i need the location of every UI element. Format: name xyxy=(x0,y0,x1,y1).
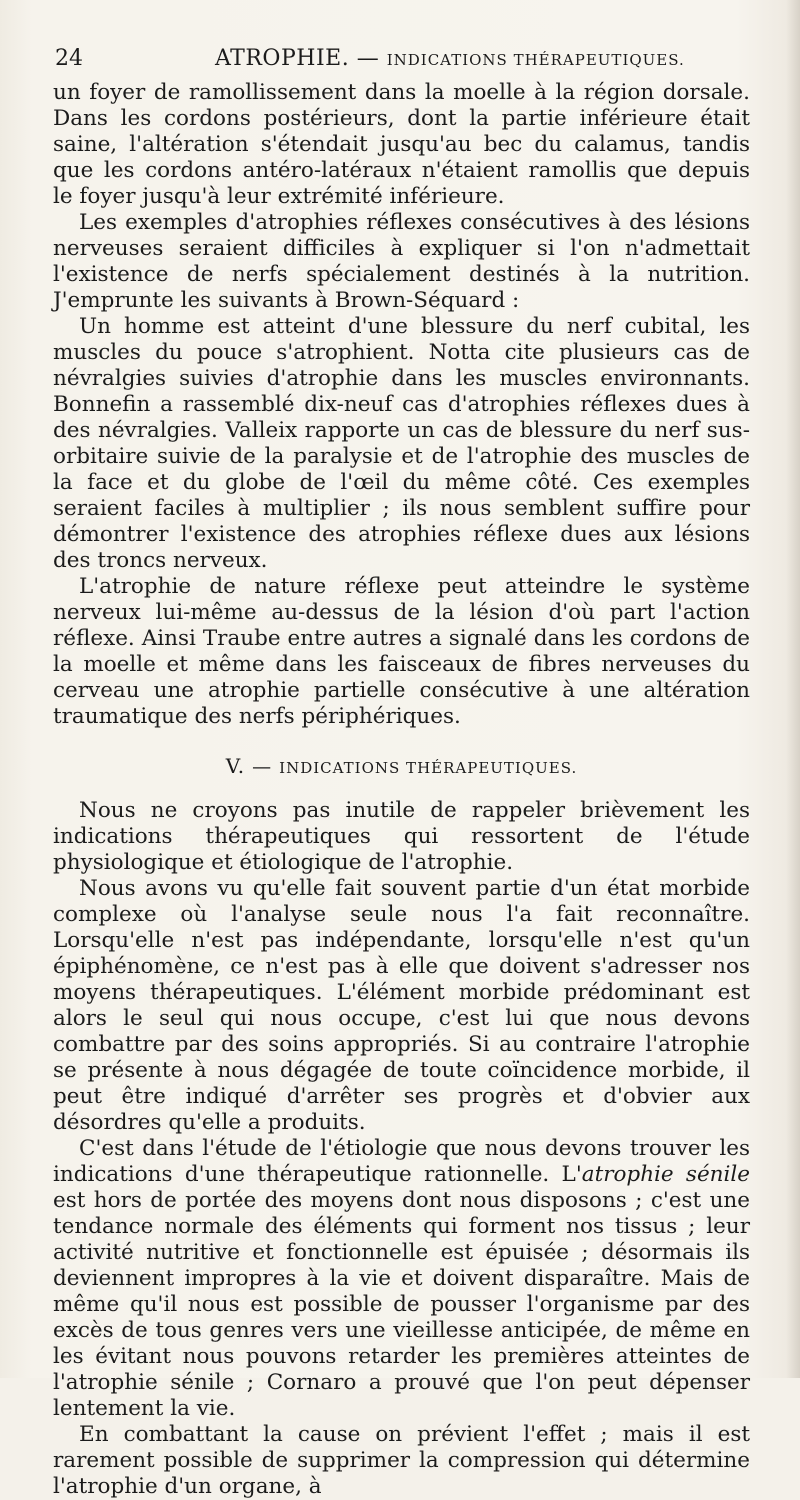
paragraph: un foyer de ramollissement dans la moelle à la région dorsale. Dans les cordons postérieurs, dont la partie inférieure était saine, l'altération s'étendait jusqu'au bec du calamus, tandis que les cordons antéro-latéraux n'étaient ramollis que depuis le foyer jusqu'à leur extrémité inférieure. xyxy=(53,80,750,209)
section-number: V. xyxy=(225,754,246,778)
etiology-text-before: C'est dans l'étude de l'étiologie que nous devons trouver les indications d'une thérapeutique rationnelle. L' xyxy=(53,1136,750,1187)
paragraph: Les exemples d'atrophies réflexes consécutives à des lésions nerveuses seraient difficiles à expliquer si l'on n'admettait l'existence de nerfs spécialement destinés à la nutrition. J'emprunte les suivants à Brown-Séquard : xyxy=(53,210,750,313)
body-text xyxy=(53,80,750,1500)
section-title: INDICATIONS THÉRAPEUTIQUES. xyxy=(279,759,578,777)
running-title-dash: — xyxy=(349,46,387,71)
paragraph: Nous ne croyons pas inutile de rappeler brièvement les indications thérapeutiques qui ressortent de l'étude physiologique et étiologique de l'atrophie. xyxy=(53,798,750,875)
page-edge-shadow xyxy=(786,0,800,1378)
paragraph: L'atrophie de nature réflexe peut atteindre le système nerveux lui-même au-dessus de la lésion d'où part l'action réflexe. Ainsi Traube entre autres a signalé dans les cordons de la moelle et même dans les faisceaux de fibres nerveuses du cerveau une atrophie partielle consécutive à une altération traumatique des nerfs périphériques. xyxy=(53,574,750,729)
section-dash: — xyxy=(245,756,280,778)
section-heading xyxy=(53,754,750,780)
paragraph: Nous avons vu qu'elle fait souvent partie d'un état morbide complexe où l'analyse seule nous l'a fait reconnaître. Lorsqu'elle n'est pas indépendante, lorsqu'elle n'est qu'un épiphénomène, ce n'est pas à elle que doivent s'adresser nos moyens thérapeutiques. L'élément morbide prédominant est alors le seul qui nous occupe, c'est lui que nous devons combattre par des soins appropriés. Si au contraire l'atrophie se présente à nous dégagée de toute coïncidence morbide, il peut être indiqué d'arrêter ses progrès et d'obvier aux désordres qu'elle a produits. xyxy=(53,876,750,1135)
running-header xyxy=(55,44,755,74)
running-title xyxy=(215,44,685,75)
paragraph-etiology xyxy=(53,1136,750,1422)
running-title-sub: INDICATIONS THÉRAPEUTIQUES. xyxy=(386,51,685,69)
paragraph: Un homme est atteint d'une blessure du nerf cubital, les muscles du pouce s'atrophient. Notta cite plusieurs cas de névralgies suivies d'atrophie dans les muscles environnants. Bonnefin a rassemblé dix-neuf cas d'atrophies réflexes dues à des névralgies. Valleix rapporte un cas de blessure du nerf sus-orbitaire suivie de la paralysie et de l'atrophie des muscles de la face et du globe de l'œil du même côté. Ces exemples seraient faciles à multiplier ; ils nous semblent suffire pour démontrer l'existence des atrophies réflexe dues aux lésions des troncs nerveux. xyxy=(53,314,750,573)
paragraph: En combattant la cause on prévient l'effet ; mais il est rarement possible de supprimer la compression qui détermine l'atrophie d'un organe, à xyxy=(53,1422,750,1499)
page-number: 24 xyxy=(55,46,83,71)
etiology-text-after: est hors de portée des moyens dont nous disposons ; c'est une tendance normale des éléments qui forment nos tissus ; leur activité nutritive et fonctionnelle est épuisée ; désormais ils deviennent impropres à la vie et doivent disparaître. Mais de même qu'il nous est possible de pousser l'organisme par des excès de tous genres vers une vieillesse anticipée, de même en les évitant nous pouvons retarder les premières atteintes de l'atrophie sénile ; Cornaro a prouvé que l'on peut dépenser lentement la vie. xyxy=(53,1188,750,1421)
running-title-main: ATROPHIE. xyxy=(215,46,350,71)
italic-term: atrophie sénile xyxy=(581,1162,751,1187)
